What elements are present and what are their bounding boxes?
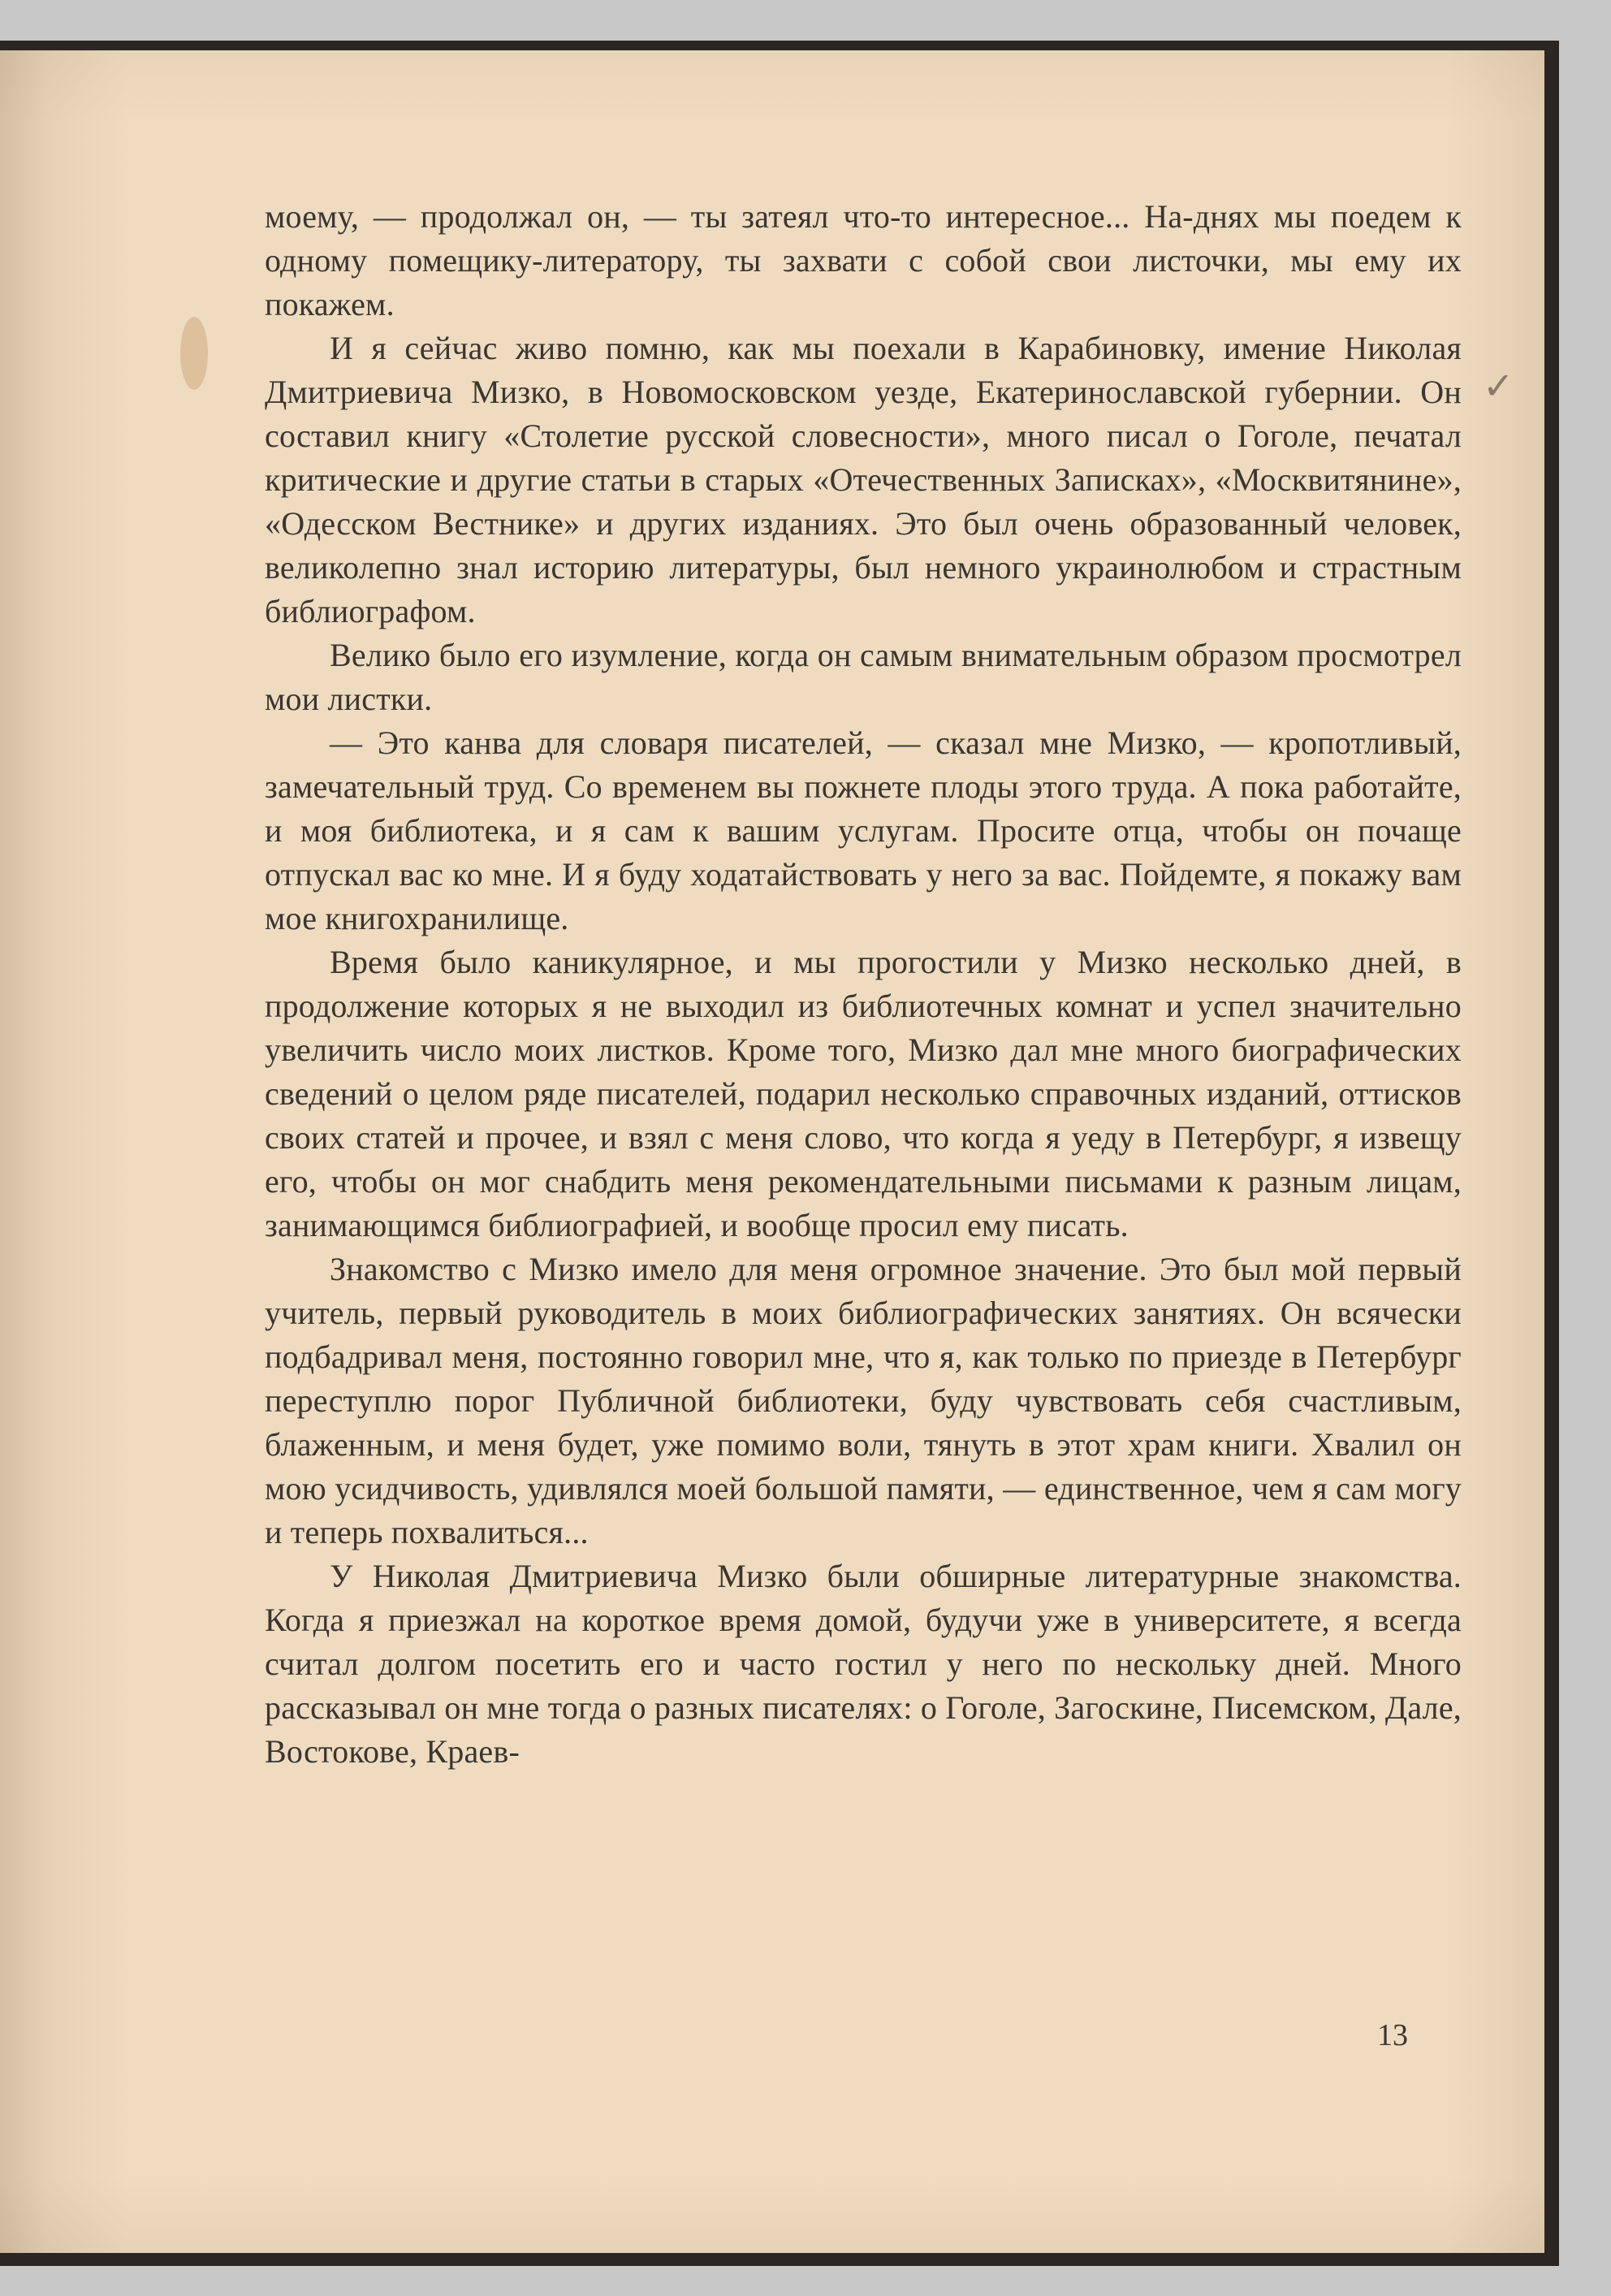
paragraph: моему, — продолжал он, — ты затеял что-то интересное... На-днях мы поедем к одному помещику-литератору, ты захвати с собой свои листочки, мы ему их покажем.	[265, 198, 1462, 322]
paragraph: — Это канва для словаря писателей, — сказал мне Мизко, — кропотливый, замечательный труд. Со временем вы пожнете плоды этого труда. А пока работайте, и моя библиотека, и я сам к вашим услугам. Просите отца, чтобы он почаще отпускал вас ко мне. И я буду ходатайствовать у него за вас. Пойдемте, я покажу вам мое книгохранилище.	[265, 724, 1462, 936]
paragraph: И я сейчас живо помню, как мы поехали в Карабиновку, имение Николая Дмитриевича Мизко, в Новомосковском уезде, Екатеринославской губернии. Он составил книгу «Столетие русской словесности», много писал о Гоголе, печатал критические и другие статьи в старых «Отечественных Записках», «Москвитянине», «Одесском Вестнике» и других изданиях. Это был очень образованный человек, великолепно знал историю литературы, был немного украинолюбом и страстным библиографом.	[265, 330, 1462, 629]
page-text	[265, 195, 1462, 1774]
page-spine-shadow	[0, 50, 130, 2253]
paragraph: У Николая Дмитриевича Мизко были обширные литературные знакомства. Когда я приезжал на короткое время домой, будучи уже в университете, я всегда считал долгом посетить его и часто гостил у него по нескольку дней. Много рассказывал он мне тогда о разных писателях: о Гоголе, Загоскине, Писемском, Дале, Востокове, Краев-	[265, 1558, 1462, 1770]
paragraph: Знакомство с Мизко имело для меня огромное значение. Это был мой первый учитель, первый руководитель в моих библиографических занятиях. Он всячески подбадривал меня, постоянно говорил мне, что я, как только по приезде в Петербург переступлю порог Публичной библиотеки, буду чувствовать себя счастливым, блаженным, и меня будет, уже помимо воли, тянуть в этот храм книги. Хвалил он мою усидчивость, удивлялся моей большой памяти, — единственное, чем я сам могу и теперь похвалиться...	[265, 1251, 1462, 1550]
paragraph: Время было каникулярное, и мы прогостили у Мизко несколько дней, в продолжение которых я не выходил из библиотечных комнат и успел значительно увеличить число моих листков. Кроме того, Мизко дал мне много биографических сведений о целом ряде писателей, подарил несколько справочных изданий, оттисков своих статей и прочее, и взял с меня слово, что когда я уеду в Петербург, я извещу его, чтобы он мог снабдить меня рекомендательными письмами к разным лицам, занимающимся библиографией, и вообще просил ему писать.	[265, 944, 1462, 1243]
margin-check-mark-icon: ✓	[1483, 365, 1514, 407]
paper-stain	[180, 317, 208, 390]
page-number: 13	[1377, 2018, 1408, 2052]
paragraph: Велико было его изумление, когда он самым внимательным образом просмотрел мои листки.	[265, 637, 1462, 717]
